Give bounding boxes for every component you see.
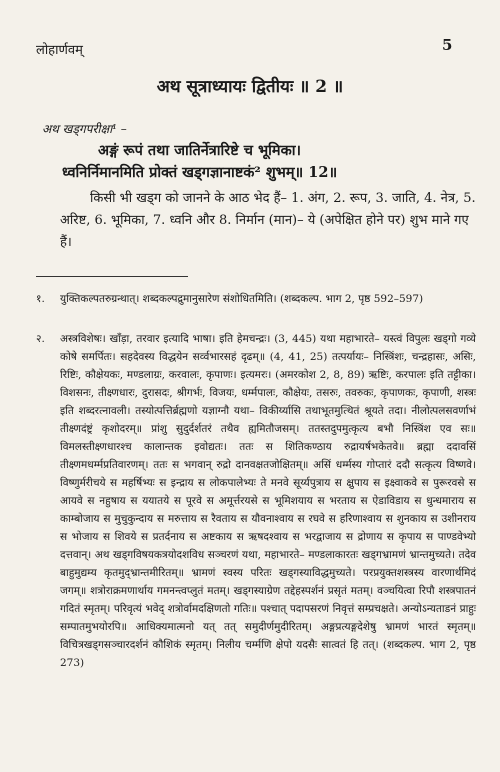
section-heading: अथ खड्गपरीक्षा¹ –: [42, 122, 127, 136]
hindi-translation: [60, 188, 476, 254]
translation-text: किसी भी खड्ग को जानने के आठ भेद हैं– 1. अंग, 2. रूप, 3. जाति, 4. नेत्र, 5. अरिष्ट, 6. भूमिका, 7. ध्वनि और 8. निर्मान (मान)– ये (अपेक्षित होने पर) शुभ माने गए हैं।: [60, 191, 476, 250]
running-title: लोहार्णवम्: [36, 43, 83, 58]
chapter-title: अथ सूत्राध्यायः द्वितीयः ॥ 2 ॥: [156, 77, 344, 97]
footnote-divider: [36, 276, 188, 277]
footnote-number: २.: [36, 333, 45, 345]
footnote-number: १.: [36, 293, 45, 305]
footnote-1: [36, 290, 476, 308]
footnote-text: अस्त्रविशेषः। खाँड़ा, तरवार इत्यादि भाषा। इति हेमचन्द्रः। (3, 445) यथा महाभारते– यस्त्वं विपुलः खड्गो गव्ये कोषे समर्पितः। सहदेवस्य विद्धयेन सर्व्वभारसहं दृढम्॥ (4, 41, 25) तत्पर्यायः– निस्त्रिंशः, चन्द्रहासः, असिः, रिष्टिः, कौक्षेयकः, मण्डलाग्रः, करवालः, कृपाणः। इत्यमरः। (अमरकोश 2, 8, 89) ऋष्टिः, करपालः इति तट्टीका। विशसनः, तीक्ष्णधारः, दुरासदः, श्रीगर्भः, विजयः, धर्म्मपालः, कौक्षेयः, तसरुः, तवरुकः, कृपाणकः, कृपाणी, शस्त्रः इति शब्दरत्नावली। तस्योत्पत्तिर्ब्रह्मणो यज्ञाग्नौ यथा– विकीर्य्यासि तथाभूतमुत्थितं श्रूयते तदा। नीलोत्पलसवर्णाभं तीक्ष्णदंष्ट्रं कृशोदरम्॥ प्रांशु सुदुर्दर्शतरं तथैव ह्यमितौजसम्। ततस्तदुपमुत्कृत्य बभौ निस्त्रिंश एव सः॥ विमलस्तीक्ष्णधारश्च कालान्तक इवोद्यतः। ततः स शितिकण्ठाय रुद्रायर्षभकेतवे॥ ब्रह्मा ददावसिं तीक्ष्णमधर्म्मप्रतिवारणम्। ततः स भगवान् रुद्रो दानवक्षतजोक्षितम्॥ असिं धर्म्मस्य गोप्तारं ददौ सत्कृत्य विष्णवे। विष्णुर्मरीचये स महर्षिभ्यः स इन्द्राय स लोकपालेभ्यः ते मनवे सूर्य्यपुत्राय स क्षुपाय स इक्ष्वाकवे स पुरूरवसे स आयवे स नहुषाय स ययातये स पूरवे स अमूर्त्तरयसे स भूमिशयाय स भरताय स ऐडाविडाय स धुन्धमाराय स काम्बोजाय स मुचुकुन्दाय स मरुत्ताय स रैवताय स यौवनाश्वाय स रघवे स हरिणाश्वाय स शुनकाय स उशीनराय स भोजाय स शिवये स प्रतर्दनाय स अष्टकाय स ऋषदश्वाय स भरद्वाजाय स द्रोणाय स कृपाय स पाण्डवेभ्यो दत्तवान्। अथ खड्गविषयकत्रयोदशविध सञ्चरणं यथा, महाभारते– मण्डलाकारतः खड्गभ्रामणं भ्रान्तमुच्यते। तदेव बाहुमुद्यम्य कृतमुद्भ्रान्तमीरितम्॥ भ्रामणं स्वस्य परितः खड्गस्याविद्धमुच्यते। परप्रयुक्तशस्त्रस्य वारणार्थमिदं जगम्॥ शत्रोराक्रमणार्थाय गमनन्त्वप्लुतं मतम्। खड्गस्याग्रेण तद्देहस्पर्शनं प्रसृतं मतम्। वञ्चयित्वा रिपौ शस्त्रपातनं गदितं स्मृतम्। परिवृत्यं भवेद् शत्रोर्वामदक्षिणतो गतिः॥ पश्चात् पदापसरणं निवृत्तं सम्प्रचक्षते। अन्योऽन्यताडनं प्राहुः सम्पातमुभयोरपि॥ आधिक्यमात्मनो यत् तत् समुदीर्णमुदीरितम्। अङ्गप्रत्यङ्गदेशेषु भ्रामणं भारतं स्मृतम्॥ विचित्रखड्गसञ्चारदर्शनं कौशिकं स्मृतम्। निलीय चर्म्मणि क्षेपो यदसैः सात्वतं हि तत्। (शब्दकल्प. भाग 2, पृष्ठ 273): [60, 333, 476, 669]
page-number: 5: [442, 36, 453, 54]
verse-line-2: ध्वनिर्निमानमिति प्रोक्तं खड्गज्ञानाष्टकं² शुभम्॥ 12॥: [62, 164, 338, 181]
footnote-2: [36, 330, 476, 672]
footnote-text: युक्तिकल्पतरुग्रन्थात्। शब्दकल्पद्रुमानुसारेण संशोधितमिति। (शब्दकल्प. भाग 2, पृष्ठ 592–597): [60, 293, 424, 305]
verse-line-1: अङ्गं रूपं तथा जातिर्नेत्रारिष्टे च भूमिका।: [98, 142, 301, 159]
